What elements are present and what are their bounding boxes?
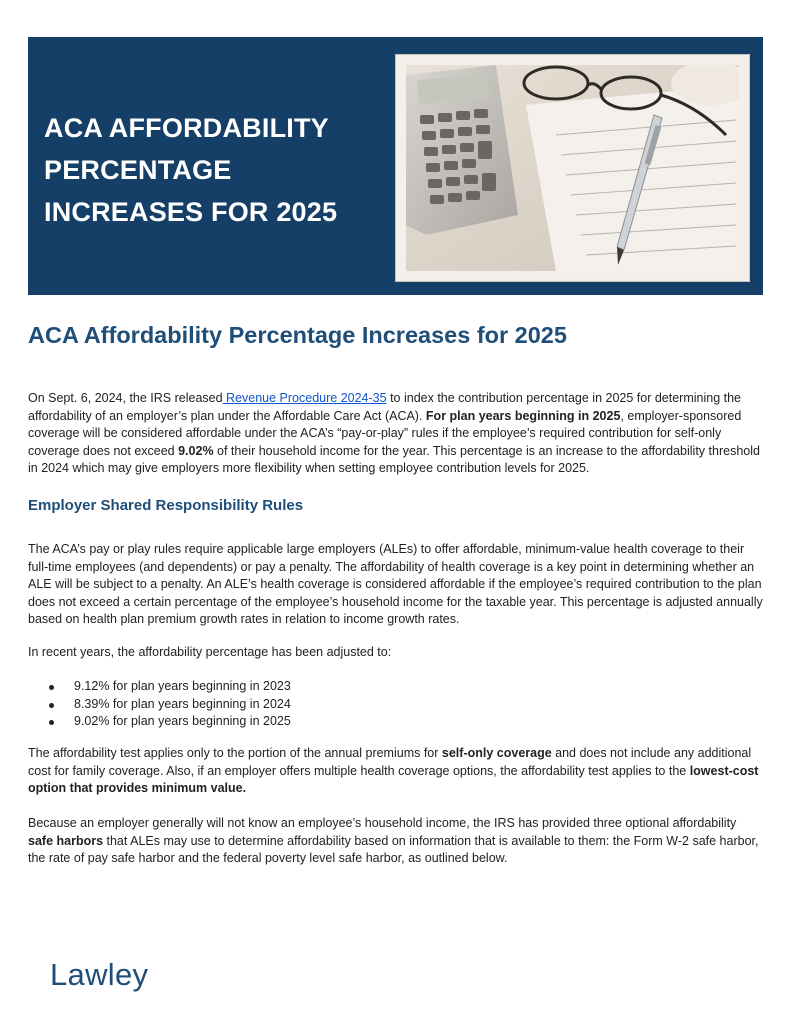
safe-bold-harbors: safe harbors [28, 833, 104, 848]
safe-text-1: Because an employer generally will not know an employee’s household income, the IRS has provided three optional affordability [28, 816, 737, 830]
list-item: 9.02% for plan years beginning in 2025 [28, 713, 291, 731]
intro-text-2: to index the contribution percentage in 2025 for determining the affordability of an employer’s plan under the Affordable Care Act (ACA). [28, 391, 741, 423]
test-bold-lowest-cost: lowest-cost option that provides minimum value. [28, 763, 759, 796]
page-heading: ACA Affordability Percentage Increases for 2025 [28, 322, 567, 348]
intro-text-3: , employer-sponsored coverage will be considered affordable under the ACA’s “pay-or-play” rules if the employee’s required contribution for self-only coverage does not exceed [28, 408, 742, 458]
banner-title-line-2: PERCENTAGE [44, 155, 232, 185]
banner-title-line-1: ACA AFFORDABILITY [44, 113, 329, 143]
calculator-glasses-pen-image [406, 65, 739, 271]
test-text-2: and does not include any additional cost for family coverage. Also, if an employer offers multiple health coverage options, the affordability test applies to the [28, 746, 752, 778]
safe-text-2: that ALEs may use to determine affordability based on information that is available to them: the Form W-2 safe harbor, the rate of pay safe harbor and the federal poverty level safe harbor, as outlined below. [28, 833, 759, 866]
lawley-logo: Lawley [50, 957, 149, 992]
calculator-photo [395, 54, 750, 282]
revenue-procedure-link[interactable]: Revenue Procedure 2024-35 [222, 391, 387, 405]
intro-bold-plan-years: For plan years beginning in 2025 [425, 408, 621, 423]
list-item: 8.39% for plan years beginning in 2024 [28, 696, 291, 714]
rules-paragraph: The ACA’s pay or play rules require applicable large employers (ALEs) to offer affordable, minimum-value health coverage to their full-time employees (and dependents) or pay a penalty. The affordability of health coverage is a key point in determining whether an ALE will be subject to a penalty. An ALE’s health coverage is considered affordable if the employee’s required contribution to the plan does not exceed a certain percentage of the employee’s household income for the taxable year. This percentage is adjusted annually based on health plan premium growth rates in relation to income growth rates. [28, 542, 763, 627]
safe-harbor-paragraph [28, 815, 763, 868]
recent-years-intro: In recent years, the affordability percentage has been adjusted to: [28, 645, 392, 659]
list-item: 9.12% for plan years beginning in 2023 [28, 678, 291, 696]
banner-title [44, 107, 384, 233]
test-bold-self-only: self-only coverage [441, 746, 552, 760]
test-text-1: The affordability test applies only to the portion of the annual premiums for [28, 746, 442, 760]
intro-text-4: of their household income for the year. This percentage is an increase to the affordability threshold in 2024 which may give employers more flexibility when setting employee contribution levels for 2025. [28, 443, 760, 476]
percentage-list [28, 678, 291, 731]
intro-bold-percentage: 9.02% [178, 443, 214, 458]
intro-text-1: On Sept. 6, 2024, the IRS released [28, 391, 223, 405]
section-subheading: Employer Shared Responsibility Rules [28, 497, 304, 514]
header-banner [28, 37, 763, 295]
intro-paragraph [28, 390, 763, 478]
banner-title-line-3: INCREASES FOR 2025 [44, 197, 338, 227]
affordability-test-paragraph [28, 745, 763, 798]
